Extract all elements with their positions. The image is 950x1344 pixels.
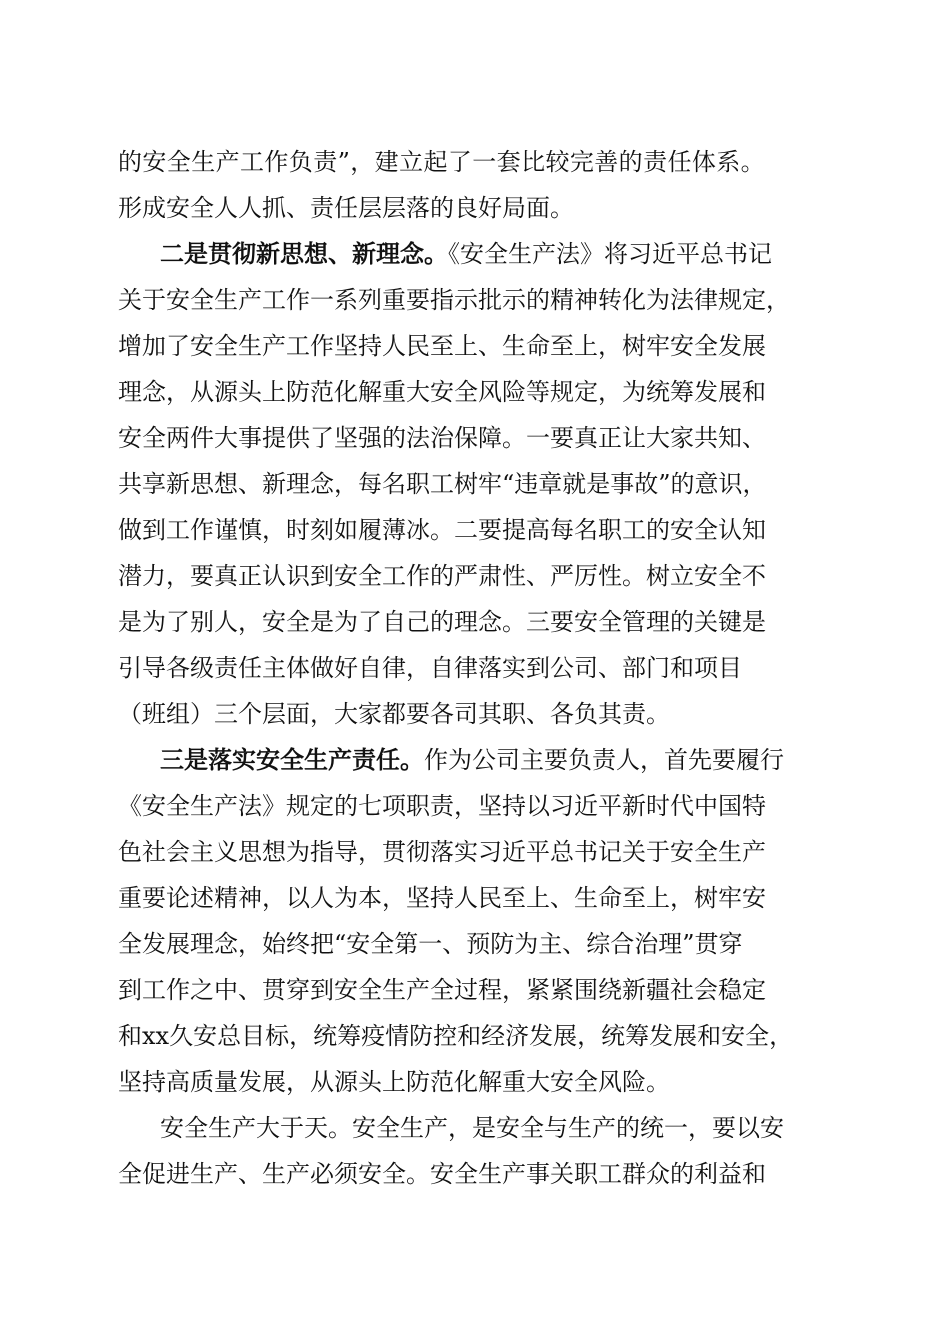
text-line: 《安全生产法》规定的七项职责，坚持以习近平新时代中国特 [118, 792, 766, 820]
text-line: 安全两件大事提供了坚强的法治保障。一要真正让大家共知、 [118, 424, 766, 452]
text-line: 共享新思想、新理念，每名职工树牢“违章就是事故”的意识， [118, 470, 767, 498]
text-line: 做到工作谨慎，时刻如履薄冰。二要提高每名职工的安全认知 [118, 516, 766, 544]
text-line: 关于安全生产工作一系列重要指示批示的精神转化为法律规定， [118, 286, 790, 314]
text-line: 色社会主义思想为指导，贯彻落实习近平总书记关于安全生产 [118, 838, 766, 866]
text-line: （班组）三个层面，大家都要各司其职、各负其责。 [118, 700, 670, 728]
text-line: 全发展理念，始终把“安全第一、预防为主、综合治理”贯穿 [118, 930, 743, 958]
text-line: 增加了安全生产工作坚持人民至上、生命至上，树牢安全发展 [118, 332, 766, 360]
paragraph-heading: 二是贯彻新思想、新理念。 [160, 239, 448, 268]
text-line: 理念，从源头上防范化解重大安全风险等规定，为统筹发展和 [118, 378, 766, 406]
text-line: 和xx久安总目标，统筹疫情防控和经济发展，统筹发展和安全， [118, 1022, 794, 1050]
text-line: 引导各级责任主体做好自律，自律落实到公司、部门和项目 [118, 654, 742, 682]
text-line: 全促进生产、生产必须安全。安全生产事关职工群众的利益和 [118, 1160, 766, 1188]
text-line: 到工作之中、贯穿到安全生产全过程，紧紧围绕新疆社会稳定 [118, 976, 766, 1004]
text-line: 潜力，要真正认识到安全工作的严肃性、严厉性。树立安全不 [118, 562, 766, 590]
text-line: 坚持高质量发展，从源头上防范化解重大安全风险。 [118, 1068, 670, 1096]
text-line: 的安全生产工作负责”，建立起了一套比较完善的责任体系。 [118, 148, 766, 176]
paragraph-heading: 三是落实安全生产责任。 [160, 745, 424, 774]
text-line: 三是落实安全生产责任。作为公司主要负责人，首先要履行 [160, 745, 784, 774]
text-line: 形成安全人人抓、责任层层落的良好局面。 [118, 194, 574, 222]
text-line: 重要论述精神，以人为本，坚持人民至上、生命至上，树牢安 [118, 884, 766, 912]
text-line: 安全生产大于天。安全生产，是安全与生产的统一，要以安 [160, 1114, 784, 1142]
text-line: 二是贯彻新思想、新理念。《安全生产法》将习近平总书记 [160, 239, 772, 268]
text-line: 是为了别人，安全是为了自己的理念。三要安全管理的关键是 [118, 608, 766, 636]
